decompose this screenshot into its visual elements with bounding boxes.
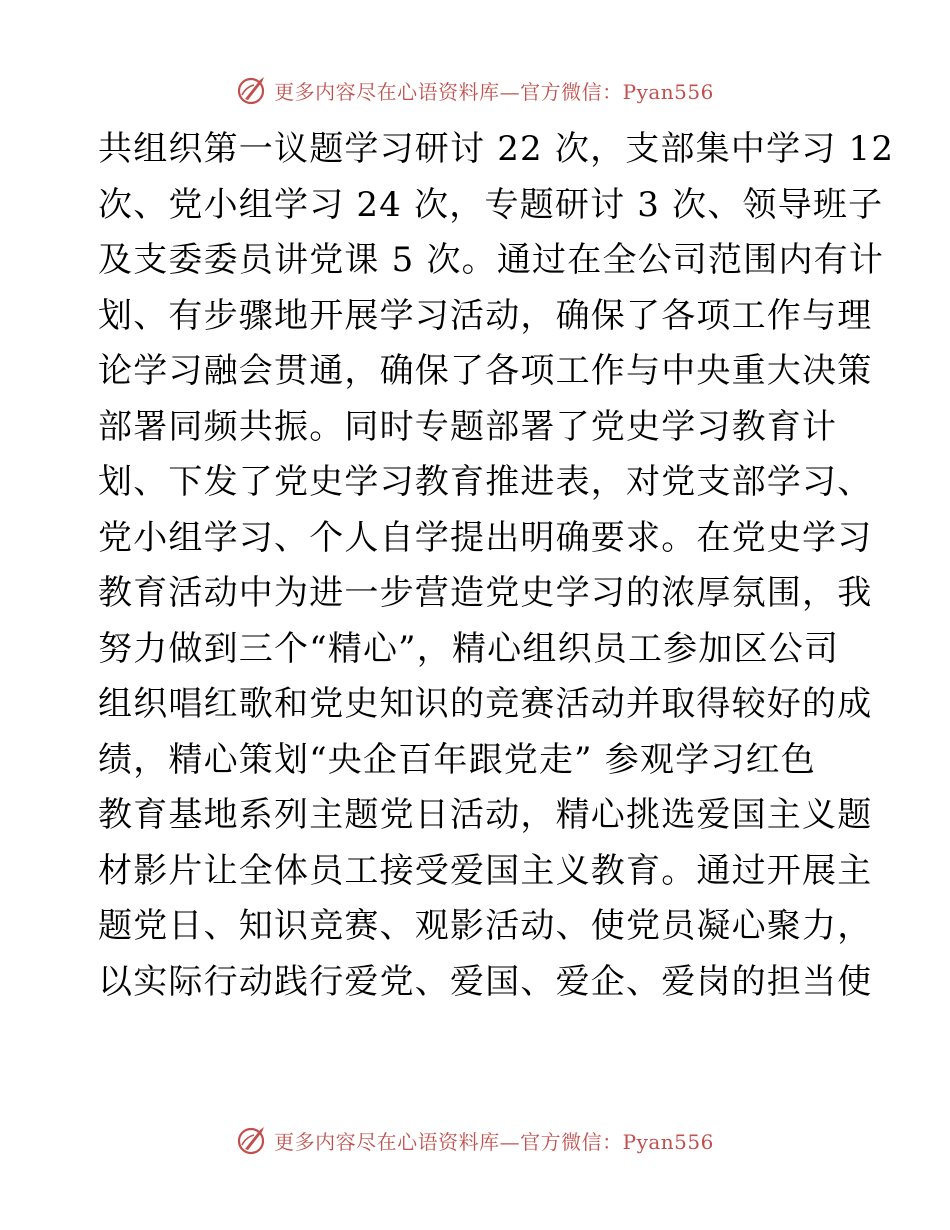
body-line: 教育活动中为进一步营造党史学习的浓厚氛围，我 [98,573,873,613]
body-line: 组织唱红歌和党史知识的竞赛活动并取得较好的成 [98,684,873,724]
header-watermark [0,70,950,110]
document-body [98,122,895,1010]
body-line: 以实际行动践行爱党、爱国、爱企、爱岗的担当使 [98,961,873,1002]
body-line: 及支委委员讲党课 5 次。通过在全公司范围内有计 [98,240,885,280]
body-line: 党小组学习、个人自学提出明确要求。在党史学习 [98,517,873,558]
body-line: 材影片让全体员工接受爱国主义教育。通过开展主 [98,850,873,891]
body-line: 划、有步骤地开展学习活动，确保了各项工作与理 [98,295,873,336]
footer-watermark [0,1120,950,1160]
body-line: 绩，精心策划“央企百年跟党走” 参观学习红色 [98,739,816,780]
body-line: 教育基地系列主题党日活动，精心挑选爱国主义题 [98,795,873,835]
quill-logo-icon [236,1123,270,1157]
body-line: 次、党小组学习 24 次，专题研讨 3 次、领导班子 [98,184,884,225]
body-line: 划、下发了党史学习教育推进表，对党支部学习、 [98,462,873,502]
body-line: 共组织第一议题学习研讨 22 次，支部集中学习 12 [98,129,895,169]
body-line: 努力做到三个“精心”，精心组织员工参加区公司 [98,628,840,669]
body-line: 部署同频共振。同时专题部署了党史学习教育计 [98,406,838,447]
body-line: 论学习融会贯通，确保了各项工作与中央重大决策 [98,351,873,391]
quill-logo-icon [236,73,270,107]
body-line: 题党日、知识竞赛、观影活动、使党员凝心聚力， [98,906,873,946]
watermark-text: 更多内容尽在心语资料库—官方微信：Pyan556 [274,79,714,104]
watermark-text: 更多内容尽在心语资料库—官方微信：Pyan556 [274,1129,714,1154]
